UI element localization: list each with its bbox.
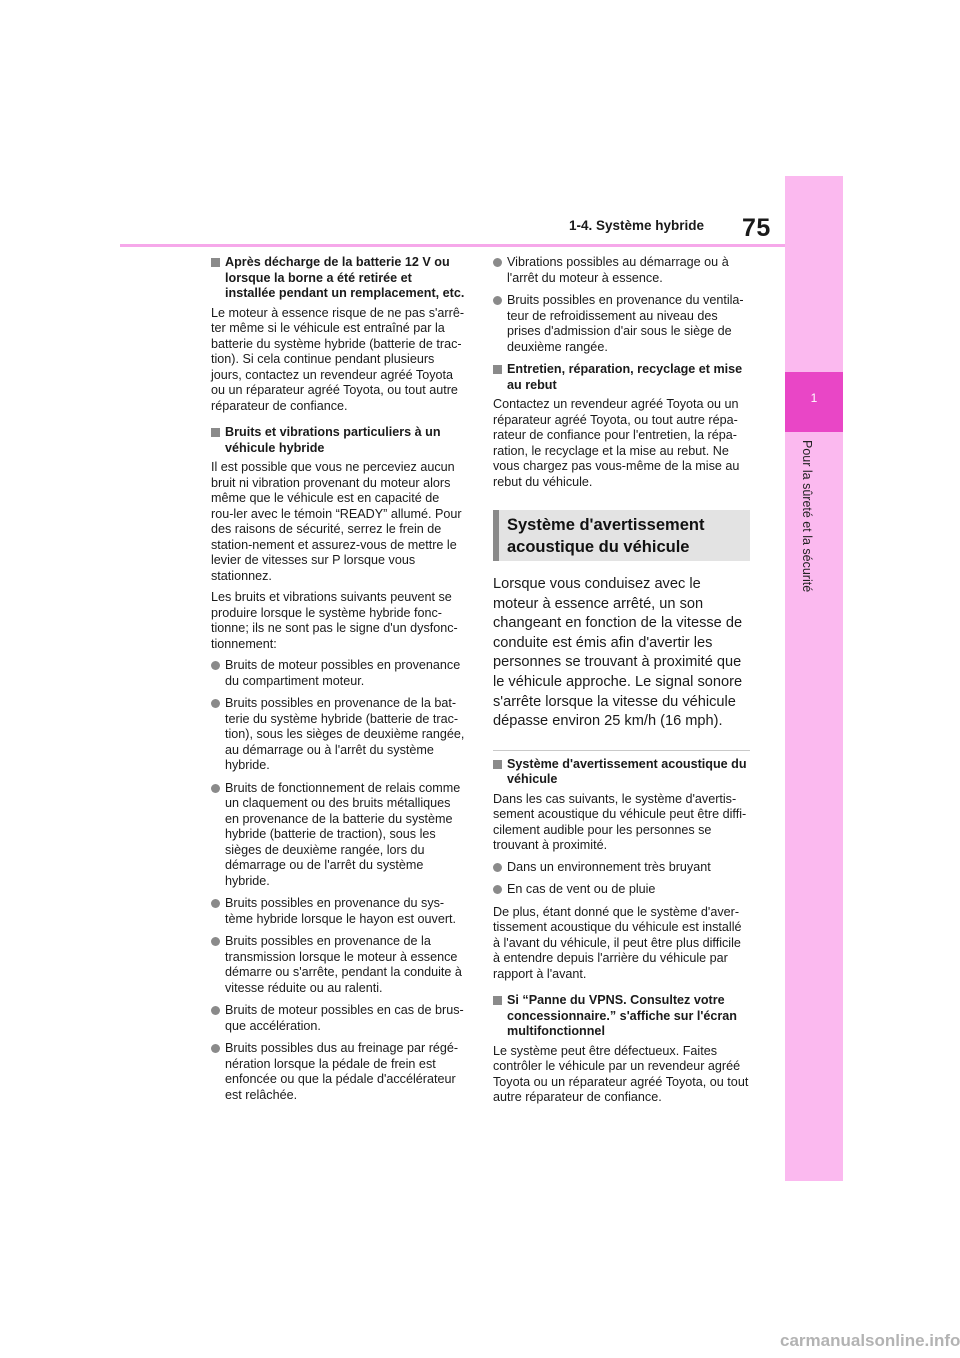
section-heading (493, 362, 750, 393)
square-bullet-icon (211, 428, 220, 437)
intro-text: Lorsque vous conduisez avec le moteur à essence arrêté, un son changeant en fonction de la vitesse de conduite est émis afin d'avertir les personnes se trouvant à proximité que le véhicule approche. Le signal sonore s'arrête lorsque la vitesse du véhicule dépasse environ 25 km/h (16 mph). (493, 576, 743, 730)
divider (493, 750, 750, 751)
list-item: En cas de vent ou de pluie (493, 882, 750, 898)
square-bullet-icon (493, 996, 502, 1005)
section-heading (211, 255, 465, 302)
square-bullet-icon (211, 258, 220, 267)
round-bullet-icon (211, 699, 220, 708)
noise-text-2: Les bruits et vibrations suivants peuvent se produire lorsque le système hybride fonc-tionne; ils ne sont pas le signe d'un dysfonc-tionnement: (211, 590, 458, 651)
noise-list (211, 658, 465, 1103)
avas-text: Dans les cas suivants, le système d'avertis-sement acoustique du véhicule peut être diffi-cilement audible pour les personnes se trouvant à proximité. (493, 791, 747, 853)
noise-list-continued (493, 255, 750, 355)
list-item: Bruits possibles en provenance du sys-tème hybride lorsque le hayon est ouvert. (211, 896, 465, 927)
section-heading (493, 757, 750, 788)
section-banner (493, 510, 750, 561)
round-bullet-icon (493, 885, 502, 894)
side-tab-label: Pour la sûreté et la sécurité (800, 440, 814, 593)
maintenance-heading: Entretien, réparation, recyclage et mise au rebut (507, 362, 743, 392)
list-item: Dans un environnement très bruyant (493, 860, 750, 876)
list-item: Bruits possibles en provenance de la transmission lorsque le moteur à essence démarre ou s'arrête, pendant la conduite à vitesse réduite ou au ralenti. (211, 934, 465, 996)
list-item: Bruits possibles dus au freinage par régé-nération lorsque la pédale de frein est enfoncée ou que la pédale d'accélérateur est relâchée. (211, 1041, 465, 1103)
side-tab-number: 1 (810, 391, 818, 405)
section-heading (211, 425, 465, 456)
vpns-text: Le système peut être défectueux. Faites contrôler le véhicule par un revendeur agréé Toyota ou un réparateur agréé Toyota, ou tout autre réparateur de confiance. (493, 1043, 749, 1105)
list-item: Bruits de fonctionnement de relais comme un claquement ou des bruits métalliques en provenance de la batterie du système hybride (batterie de traction), sous les sièges de deuxième rangée, lors du démarrage ou de l'arrêt du système hybride. (211, 781, 465, 890)
round-bullet-icon (211, 899, 220, 908)
square-bullet-icon (493, 760, 502, 769)
right-column (493, 255, 750, 1112)
maintenance-text: Contactez un revendeur agréé Toyota ou un réparateur agréé Toyota, ou tout autre répa-rateur de confiance pour l'entretien, la répa-ration, le recyclage et la mise au rebut. Ne vous chargez pas vous-même de la mise au rebut du véhicule. (493, 397, 740, 489)
round-bullet-icon (211, 784, 220, 793)
list-item: Vibrations possibles au démarrage ou à l'arrêt du moteur à essence. (493, 255, 750, 286)
round-bullet-icon (211, 937, 220, 946)
round-bullet-icon (493, 296, 502, 305)
page-number: 75 (742, 214, 771, 242)
watermark: carmanualsonline.info (780, 1331, 960, 1350)
avas-list (493, 860, 750, 898)
section-heading (493, 993, 750, 1040)
vpns-heading: Si “Panne du VPNS. Consultez votre concessionnaire.” s'affiche sur l'écran multifonctionnel (507, 993, 737, 1039)
battery-heading: Après décharge de la batterie 12 V ou lorsque la borne a été retirée et installée pendant un remplacement, etc. (225, 255, 465, 300)
noise-text-1: Il est possible que vous ne perceviez aucun bruit ni vibration provenant du moteur alors même que le véhicule est en capacité de rou-ler avec le témoin “READY” allumé. Pour des raisons de sécurité, serrez le frein de station-nement et assurez-vous de mettre le levier de vitesses sur P lorsque vous stationnez. (211, 460, 462, 583)
list-item: Bruits de moteur possibles en cas de brus-que accélération. (211, 1003, 465, 1034)
round-bullet-icon (211, 661, 220, 670)
list-item: Bruits possibles en provenance du ventila-teur de refroidissement au niveau des prises d'admission d'air sous le siège de deuxième rangée. (493, 293, 750, 355)
battery-text: Le moteur à essence risque de ne pas s'arrê-ter même si le véhicule est entraîné par la batterie du système hybride (batterie de trac-tion). Si cela continue pendant plusieurs jours, contactez un revendeur agréé Toyota ou un réparateur agréé Toyota, ou tout autre réparateur de confiance. (211, 305, 465, 413)
banner-line-1: Système d'avertissement (507, 516, 705, 534)
list-item: Bruits de moteur possibles en provenance du compartiment moteur. (211, 658, 465, 689)
header-rule (120, 244, 785, 247)
round-bullet-icon (493, 258, 502, 267)
left-column (211, 255, 465, 1110)
section-title: 1-4. Système hybride (569, 218, 705, 233)
round-bullet-icon (493, 863, 502, 872)
list-item: Bruits possibles en provenance de la bat-terie du système hybride (batterie de trac-tion), sous les sièges de deuxième rangée, au démarrage ou à l'arrêt du système hybride. (211, 696, 465, 774)
square-bullet-icon (493, 365, 502, 374)
avas-heading: Système d'avertissement acoustique du véhicule (507, 756, 747, 787)
banner-line-2: acoustique du véhicule (507, 538, 690, 556)
round-bullet-icon (211, 1006, 220, 1015)
round-bullet-icon (211, 1044, 220, 1053)
avas-text-2: De plus, étant donné que le système d'aver-tissement acoustique du véhicule est installé à l'avant du véhicule, il peut être plus difficile à entendre depuis l'arrière du véhicule par rapport à l'avant. (493, 904, 742, 981)
noise-heading: Bruits et vibrations particuliers à un véhicule hybride (225, 425, 441, 455)
